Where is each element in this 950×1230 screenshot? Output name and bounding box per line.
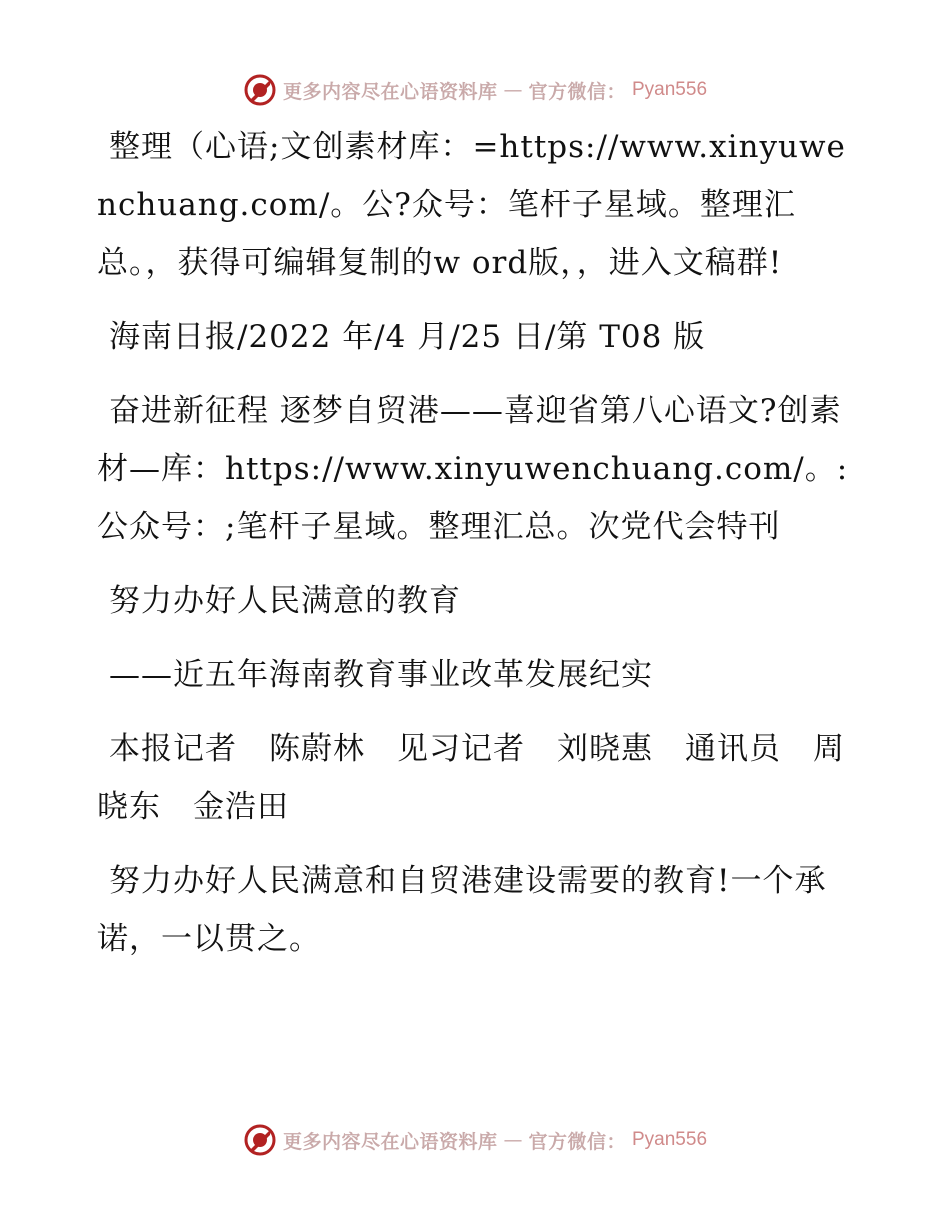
article-lead-paragraph: 努力办好人民满意和自贸港建设需要的教育!一个承诺，一以贯之。: [97, 863, 827, 957]
pen-logo-icon: [243, 73, 277, 107]
header-banner-account-label: 官方微信：: [528, 80, 626, 103]
paragraph-special-issue: 奋进新征程 逐梦自贸港——喜迎省第八心语文?创素材—库：https://www.xinyuwenchuang.com/。:公众号：;笔杆子星域。整理汇总。次党代会特刊: [97, 393, 849, 545]
header-banner-separator: —: [503, 79, 523, 101]
header-banner-account-id: Pyan556: [632, 79, 708, 100]
footer-banner-text: 更多内容尽在心语资料库: [282, 1130, 498, 1153]
header-watermark-banner: [0, 70, 950, 110]
paragraph-publication-info: 海南日报/2022 年/4 月/25 日/第 T08 版: [109, 319, 706, 355]
footer-banner-account-label: 官方微信：: [528, 1130, 626, 1153]
footer-banner-separator: —: [503, 1129, 523, 1151]
paragraph-source-note: 整理（心语;文创素材库：=https://www.xinyuwenchuang.com/。公?众号：笔杆子星域。整理汇总。，获得可编辑复制的w ord版，，进入文稿群!: [97, 129, 846, 281]
footer-banner-account-id: Pyan556: [632, 1129, 708, 1150]
document-body: [97, 118, 857, 984]
article-title: 努力办好人民满意的教育: [109, 583, 461, 619]
article-byline: 本报记者 陈蔚林 见习记者 刘晓惠 通讯员 周晓东 金浩田: [97, 731, 845, 825]
article-subtitle: ——近五年海南教育事业改革发展纪实: [109, 657, 653, 693]
pen-logo-icon: [243, 1123, 277, 1157]
footer-watermark-banner: [0, 1120, 950, 1160]
header-banner-text: 更多内容尽在心语资料库: [282, 80, 498, 103]
